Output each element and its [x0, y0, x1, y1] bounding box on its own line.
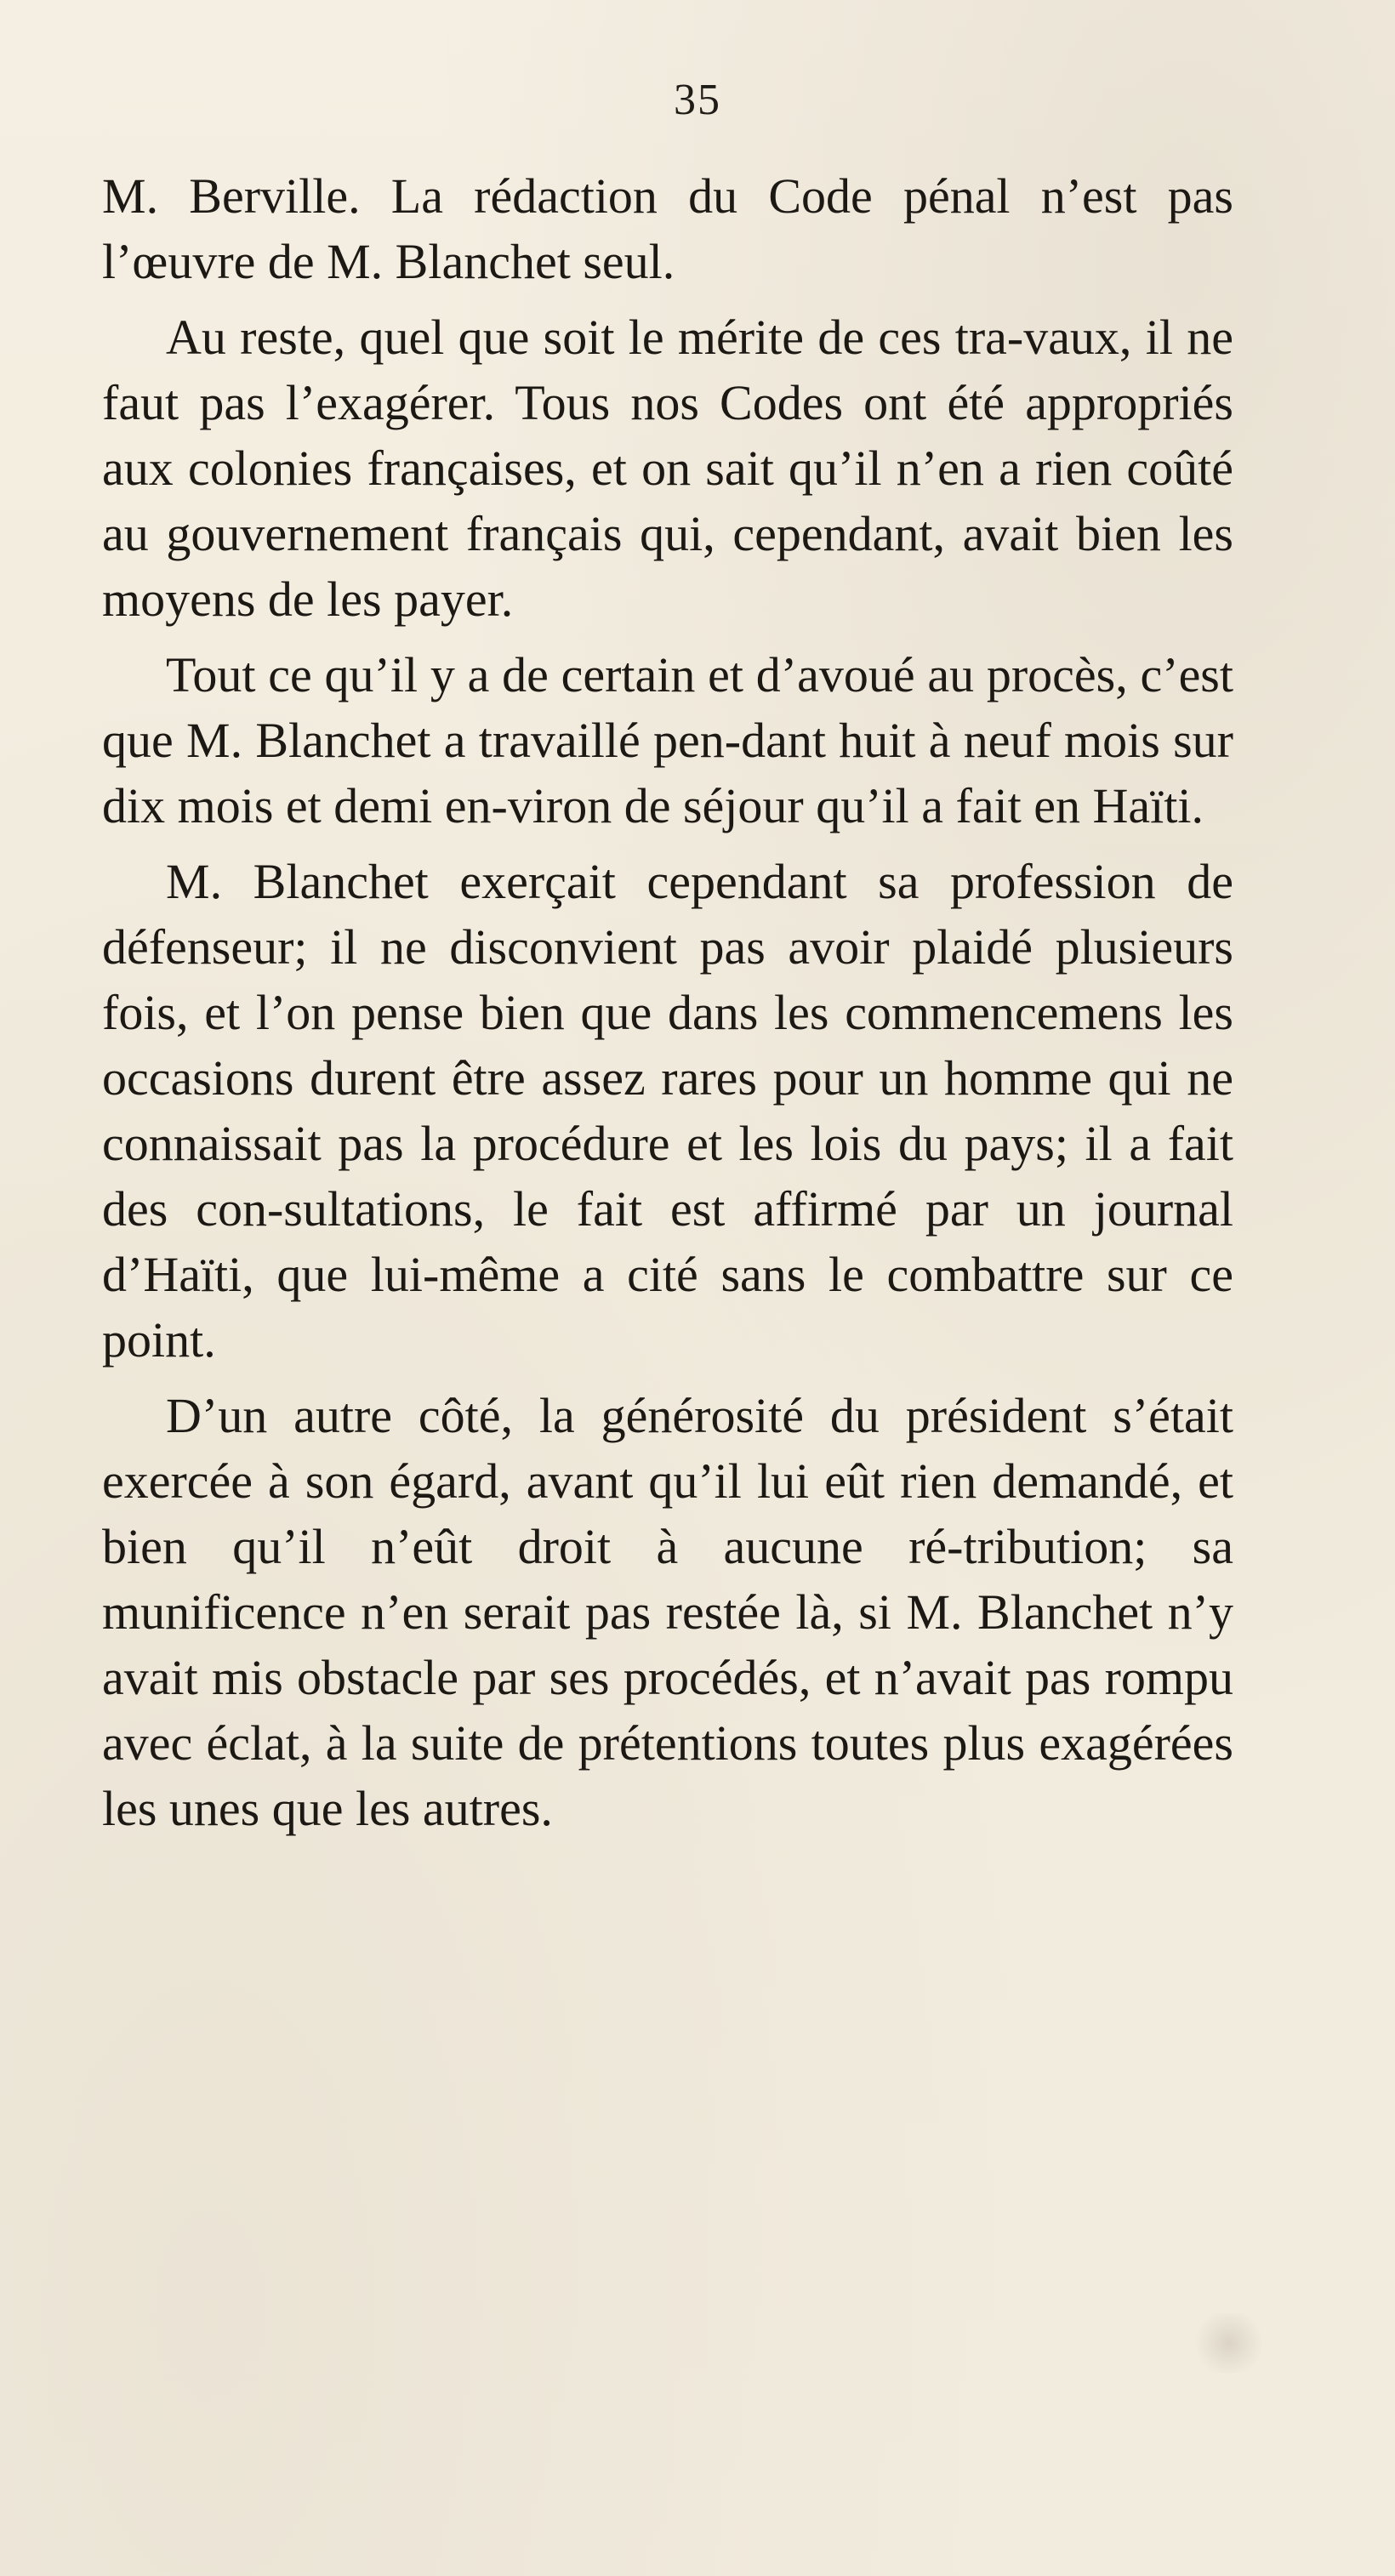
paragraph-3: Tout ce qu’il y a de certain et d’avoué au procès, c’est que M. Blanchet a travaillé pen-dant huit à neuf mois sur dix mois et demi en-viron de séjour qu’il a fait en Haïti.	[102, 647, 1233, 833]
paper-stain	[1191, 2313, 1267, 2373]
paragraph-2: Au reste, quel que soit le mérite de ces tra-vaux, il ne faut pas l’exagérer. Tous nos Codes ont été appropriés aux colonies françaises, et on sait qu’il n’en a rien coûté au gouvernement français qui, cependant, avait bien les moyens de les payer.	[102, 310, 1233, 627]
body-text	[102, 163, 1233, 1851]
paragraph-4: M. Blanchet exerçait cependant sa profession de défenseur; il ne disconvient pas avoir plaidé plusieurs fois, et l’on pense bien que dans les commencemens les occasions durent être assez rares pour un homme qui ne connaissait pas la procédure et les lois du pays; il a fait des con-sultations, le fait est affirmé par un journal d’Haïti, que lui-même a cité sans le combattre sur ce point.	[102, 854, 1233, 1368]
paragraph-1: M. Berville. La rédaction du Code pénal n’est pas l’œuvre de M. Blanchet seul.	[102, 168, 1233, 289]
page-number: 35	[674, 76, 721, 124]
paragraph-5: D’un autre côté, la générosité du président s’était exercée à son égard, avant qu’il lui eût rien demandé, et bien qu’il n’eût droit à aucune ré-tribution; sa munificence n’en serait pas restée là, si M. Blanchet n’y avait mis obstacle par ses procédés, et n’avait pas rompu avec éclat, à la suite de prétentions toutes plus exagérées les unes que les autres.	[102, 1388, 1233, 1836]
